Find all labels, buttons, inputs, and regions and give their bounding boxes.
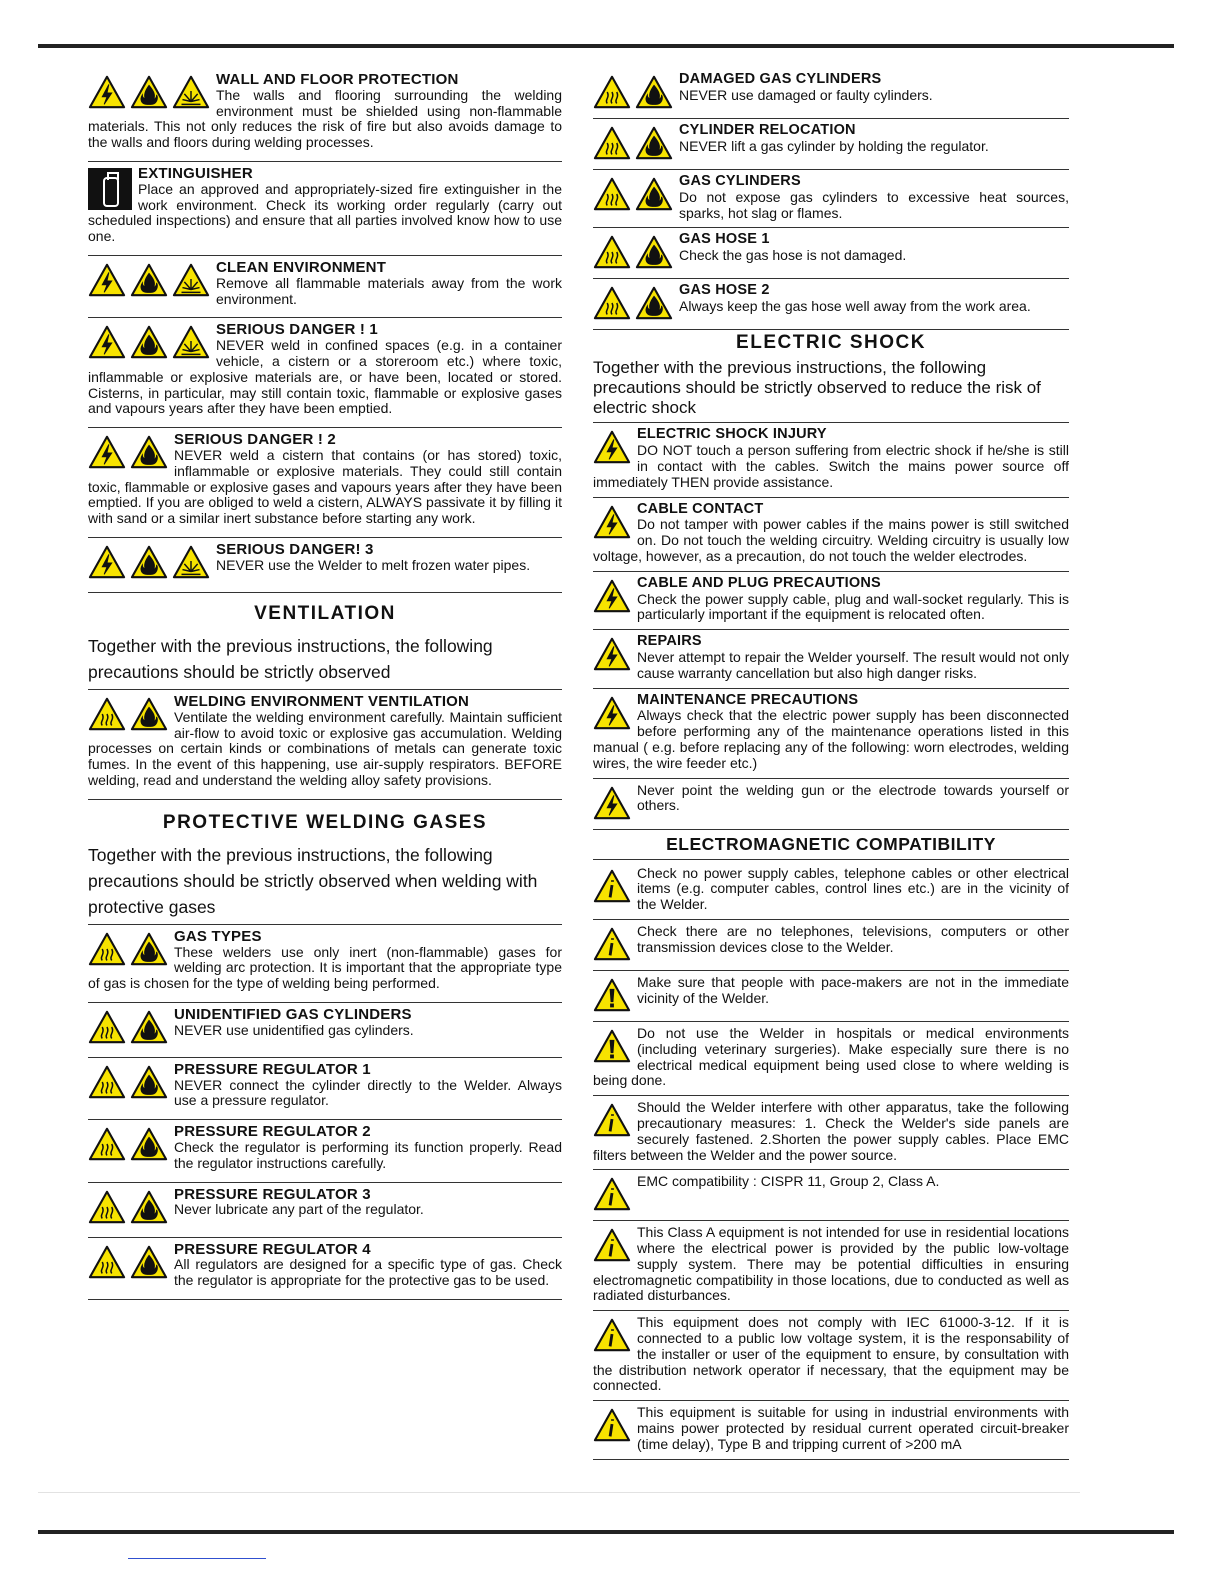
- warning-icons: [593, 695, 631, 731]
- safety-block-text: Do not tamper with power cables if the mains power is still switched on. Do not touch the welding circuitry. Welding circuitry is usually low voltage, however, as a precaution, do not touch the welder electrodes.: [593, 516, 1069, 564]
- warning-icons: [593, 74, 673, 110]
- safety-block-text: Always check that the electric power supply has been disconnected before performing any of the maintenance operations listed in this manual ( e.g. before replacing any of the following: worn electrodes, welding wires, the wire feeder etc.): [593, 707, 1069, 771]
- safety-block-text: Check no power supply cables, telephone cables or other electrical items (e.g. computer cables, control lines etc.) are in the vicinity of the Welder.: [637, 864, 1069, 913]
- safety-block-text: Never attempt to repair the Welder yourself. The result would not only cause warranty cancellation but also high danger risks.: [637, 648, 1069, 681]
- fire-warning-icon: [130, 544, 168, 580]
- safety-block: [88, 1238, 562, 1300]
- warning-icons: [593, 1102, 631, 1138]
- safety-block-title: PRESSURE REGULATOR 1: [174, 1060, 371, 1078]
- warning-icons: [88, 324, 210, 360]
- safety-block-text: DO NOT touch a person suffering from electric shock if he/she is still in contact with the cables. Switch the mains power source off immediately THEN provide assistance.: [593, 442, 1069, 490]
- safety-block-text: This Class A equipment is not intended for use in residential locations where the electrical power is provided by the public low-voltage supply system. There may be potential difficulties in ensuring electromagnetic compatibility in those locations, due to conducted as well as radiated disturbances.: [593, 1224, 1069, 1304]
- warning-icons: [593, 176, 673, 212]
- safety-block-title: CABLE CONTACT: [637, 500, 764, 517]
- safety-block: [593, 68, 1069, 119]
- safety-block-title: PRESSURE REGULATOR 4: [174, 1240, 371, 1258]
- safety-block-text: NEVER connect the cylinder directly to the Welder. Always use a pressure regulator.: [174, 1076, 562, 1109]
- warning-icons: [593, 977, 631, 1013]
- warning-icons: [88, 1244, 168, 1280]
- heat-warning-icon: [593, 285, 631, 321]
- warning-icons: [593, 1227, 631, 1263]
- heat-warning-icon: [88, 1244, 126, 1280]
- safety-block: [593, 1311, 1069, 1401]
- fire-extinguisher-icon: [88, 168, 132, 210]
- warning-icons: [88, 1189, 168, 1225]
- safety-block-title: PRESSURE REGULATOR 2: [174, 1123, 371, 1141]
- electric-warning-icon: [88, 324, 126, 360]
- safety-block: [88, 1183, 562, 1238]
- warning-icons: [593, 926, 631, 962]
- fire-warning-icon: [635, 285, 673, 321]
- heat-warning-icon: [88, 1009, 126, 1045]
- safety-block-text: Never point the welding gun or the electrode towards yourself or others.: [637, 781, 1069, 814]
- safety-block: [593, 572, 1069, 630]
- safety-block-text: Remove all flammable materials away from the work environment.: [216, 274, 562, 307]
- safety-block-title: MAINTENANCE PRECAUTIONS: [637, 691, 859, 708]
- safety-block: [593, 1096, 1069, 1170]
- safety-block: [88, 1120, 562, 1182]
- safety-block-text: Make sure that people with pace-makers are not in the immediate vicinity of the Welder.: [637, 973, 1069, 1006]
- safety-block: [593, 779, 1069, 830]
- info-warning-icon: [593, 1176, 631, 1212]
- safety-block: [88, 690, 562, 800]
- warning-icons: [593, 1176, 631, 1212]
- safety-block-text: Check the regulator is performing its function properly. Read the regulator instructions carefully.: [174, 1139, 562, 1171]
- warning-icons: [88, 1126, 168, 1162]
- safety-block: [593, 228, 1069, 279]
- warning-icons: [88, 262, 210, 298]
- safety-block-title: GAS HOSE 2: [679, 282, 770, 299]
- safety-block: [88, 256, 562, 318]
- fire-warning-icon: [130, 1244, 168, 1280]
- fire-warning-icon: [130, 434, 168, 470]
- electric-warning-icon: [593, 636, 631, 672]
- fire-warning-icon: [130, 696, 168, 732]
- safety-block: [88, 318, 562, 428]
- safety-block: [593, 862, 1069, 920]
- heat-warning-icon: [593, 74, 631, 110]
- safety-block-text: NEVER use damaged or faulty cylinders.: [679, 86, 933, 103]
- warning-icons: [593, 125, 673, 161]
- heat-warning-icon: [88, 1064, 126, 1100]
- footer-hairline: [38, 1492, 1080, 1493]
- safety-block-title: EXTINGUISHER: [138, 164, 253, 182]
- electric-warning-icon: [88, 262, 126, 298]
- warning-icons: [88, 168, 132, 210]
- safety-block: [88, 428, 562, 538]
- gases-intro: Together with the previous instructions, the following precautions should be strictly observed when welding with protective gases: [88, 842, 562, 925]
- warning-icons: [88, 1009, 168, 1045]
- warning-icons: [593, 234, 673, 270]
- electric-warning-icon: [593, 695, 631, 731]
- safety-block: [88, 925, 562, 1003]
- safety-block-text: NEVER lift a gas cylinder by holding the regulator.: [679, 137, 989, 154]
- info-warning-icon: [593, 1102, 631, 1138]
- heat-warning-icon: [88, 1189, 126, 1225]
- fire-warning-icon: [635, 234, 673, 270]
- safety-block-text: Check the gas hose is not damaged.: [679, 247, 907, 264]
- info-warning-icon: [593, 1227, 631, 1263]
- safety-block: [88, 162, 562, 256]
- spark-warning-icon: [172, 544, 210, 580]
- ventilation-heading: VENTILATION: [254, 602, 396, 624]
- safety-block-title: SERIOUS DANGER ! 2: [174, 431, 336, 449]
- safety-block-title: SERIOUS DANGER ! 1: [216, 321, 378, 339]
- heat-warning-icon: [593, 125, 631, 161]
- safety-block-title: CLEAN ENVIRONMENT: [216, 258, 387, 276]
- warning-icons: [88, 74, 210, 110]
- emc-heading: ELECTROMAGNETIC COMPATIBILITY: [593, 834, 1069, 860]
- exclamation-warning-icon: [593, 1028, 631, 1064]
- safety-block-text: All regulators are designed for a specific type of gas. Check the regulator is appropriate for the protective gas to be used.: [174, 1256, 562, 1289]
- fire-warning-icon: [130, 262, 168, 298]
- electric-intro: Together with the previous instructions, the following precautions should be strictly observed to reduce the risk of electric shock: [593, 358, 1069, 423]
- bottom-rule: [38, 1530, 1174, 1534]
- safety-block-text: Never lubricate any part of the regulator.: [174, 1201, 424, 1218]
- electric-warning-icon: [593, 785, 631, 821]
- spark-warning-icon: [172, 324, 210, 360]
- electric-warning-icon: [593, 429, 631, 465]
- ventilation-intro: Together with the previous instructions, the following precautions should be strictly observed: [88, 633, 562, 690]
- safety-block: [593, 423, 1069, 497]
- heat-warning-icon: [88, 1126, 126, 1162]
- fire-warning-icon: [635, 125, 673, 161]
- safety-block: [593, 630, 1069, 688]
- warning-icons: [593, 636, 631, 672]
- safety-block-title: CYLINDER RELOCATION: [679, 122, 856, 138]
- safety-block-text: NEVER use the Welder to melt frozen water pipes.: [216, 556, 531, 573]
- warning-icons: [88, 931, 168, 967]
- spark-warning-icon: [172, 262, 210, 298]
- safety-block-text: Always keep the gas hose well away from the work area.: [679, 298, 1031, 315]
- warning-icons: [593, 285, 673, 321]
- safety-block: [88, 1058, 562, 1120]
- safety-block-text: This equipment is suitable for using in industrial environments with mains power protected by residual current operated circuit-breaker (time delay), Type B and tripping current of >200 mA: [637, 1404, 1069, 1452]
- exclamation-warning-icon: [593, 977, 631, 1013]
- warning-icons: [88, 544, 210, 580]
- gases-heading: PROTECTIVE WELDING GASES: [162, 811, 488, 833]
- warning-icons: [88, 696, 168, 732]
- info-warning-icon: [593, 1407, 631, 1443]
- safety-block-title: SERIOUS DANGER! 3: [216, 540, 374, 558]
- safety-block-text: NEVER use unidentified gas cylinders.: [174, 1021, 414, 1038]
- spark-warning-icon: [172, 74, 210, 110]
- safety-block-title: GAS TYPES: [174, 927, 262, 945]
- safety-block-text: These welders use only inert (non-flammable) gases for welding arc protection. It is important that the appropriate type of gas is chosen for the type of welding being performed.: [88, 943, 562, 992]
- fire-warning-icon: [130, 324, 168, 360]
- fire-warning-icon: [130, 1064, 168, 1100]
- warning-icons: [593, 1317, 631, 1353]
- safety-block-title: GAS CYLINDERS: [679, 173, 801, 189]
- fire-warning-icon: [130, 1009, 168, 1045]
- heat-warning-icon: [593, 176, 631, 212]
- safety-block: [88, 1003, 562, 1058]
- safety-block: [593, 170, 1069, 228]
- safety-block-text: NEVER weld a cistern that contains (or has stored) toxic, inflammable or explosive materials. They could still contain toxic, flammable or explosive gases and vapours years after they have been emptied. If you are obliged to weld a cistern, ALWAYS passivate it by filling it with sand or a similar inert substance before starting any work.: [88, 446, 562, 527]
- safety-block-title: WELDING ENVIRONMENT VENTILATION: [174, 692, 470, 710]
- fire-warning-icon: [130, 931, 168, 967]
- footer-link-underline: [128, 1558, 266, 1559]
- fire-warning-icon: [635, 74, 673, 110]
- safety-block: [593, 971, 1069, 1022]
- safety-block: [593, 1022, 1069, 1096]
- safety-block: [593, 1221, 1069, 1311]
- safety-block-title: UNIDENTIFIED GAS CYLINDERS: [174, 1005, 412, 1023]
- fire-warning-icon: [130, 74, 168, 110]
- electric-warning-icon: [593, 578, 631, 614]
- safety-block: [593, 1401, 1069, 1459]
- safety-block: [593, 279, 1069, 330]
- safety-block-text: Check the power supply cable, plug and wall-socket regularly. This is particularly important if the equipment is relocated often.: [637, 590, 1069, 623]
- left-column: [88, 68, 562, 1300]
- safety-block-title: DAMAGED GAS CYLINDERS: [679, 71, 882, 87]
- electric-heading: ELECTRIC SHOCK: [736, 332, 926, 354]
- top-rule: [38, 44, 1174, 48]
- warning-icons: [593, 785, 631, 821]
- safety-block: [593, 689, 1069, 779]
- electric-warning-icon: [88, 544, 126, 580]
- right-column: [593, 68, 1069, 1460]
- warning-icons: [593, 504, 631, 540]
- safety-block-text: This equipment does not comply with IEC 61000-3-12. If it is connected to a public low voltage system, it is the responsability of the installer or user of the equipment to ensure, by consultation with the distribution network operator if necessary, that the equipment may be connected.: [593, 1314, 1069, 1394]
- safety-block: [593, 498, 1069, 572]
- warning-icons: [593, 429, 631, 465]
- warning-icons: [593, 1028, 631, 1064]
- info-warning-icon: [593, 926, 631, 962]
- heat-warning-icon: [88, 931, 126, 967]
- warning-icons: [593, 578, 631, 614]
- safety-block: [88, 538, 562, 593]
- safety-block-text: Do not expose gas cylinders to excessive heat sources, sparks, hot slag or flames.: [679, 188, 1069, 221]
- electric-warning-icon: [88, 434, 126, 470]
- fire-warning-icon: [635, 176, 673, 212]
- safety-block-text: Should the Welder interfere with other apparatus, take the following precautionary measures: 1. Check the Welder's side panels are securely fastened. 2.Shorten the power supply cables. Place EMC filters between the Welder and the power source.: [593, 1099, 1069, 1163]
- safety-block-text: Do not use the Welder in hospitals or medical environments (including veterinary surgeries). Make especially sure there is no electrical medical equipment being used close to where welding is being done.: [593, 1024, 1069, 1089]
- warning-icons: [88, 1064, 168, 1100]
- safety-block-title: GAS HOSE 1: [679, 231, 770, 248]
- warning-icons: [593, 1407, 631, 1443]
- safety-block-text: Place an approved and appropriately-sized fire extinguisher in the work environment. Check its working order regularly (carry out scheduled inspections) and ensure that all parties involved know how to use one.: [88, 180, 562, 245]
- heat-warning-icon: [593, 234, 631, 270]
- info-warning-icon: [593, 1317, 631, 1353]
- safety-block: [593, 119, 1069, 170]
- electric-warning-icon: [593, 504, 631, 540]
- safety-block-title: ELECTRIC SHOCK INJURY: [637, 426, 827, 443]
- safety-block: [593, 1170, 1069, 1221]
- safety-block-title: REPAIRS: [637, 633, 702, 650]
- fire-warning-icon: [130, 1189, 168, 1225]
- safety-block-text: Ventilate the welding environment carefully. Maintain sufficient air-flow to avoid toxic or explosive gas accumulation. Welding processes on certain kinds or combinations of metals can generate toxic fumes. In the event of this happening, use air-supply respirators. BEFORE welding, read and understand the welding alloy safety provisions.: [88, 708, 562, 788]
- safety-block-title: WALL AND FLOOR PROTECTION: [216, 71, 459, 88]
- electric-warning-icon: [88, 74, 126, 110]
- safety-block-text: EMC compatibility : CISPR 11, Group 2, Class A.: [637, 1173, 940, 1190]
- warning-icons: [88, 434, 168, 470]
- safety-block-text: NEVER weld in confined spaces (e.g. in a container vehicle, a cistern or a storeroom etc.) where toxic, inflammable or explosive materials are, or have been, located or stored. Cisterns, in particular, may still contain toxic, flammable or explosive gases and vapours years after they have been emptied.: [88, 337, 562, 417]
- safety-block-title: CABLE AND PLUG PRECAUTIONS: [637, 574, 881, 591]
- safety-block-text: Check there are no telephones, televisions, computers or other transmission devices close to the Welder.: [637, 922, 1069, 955]
- safety-block: [593, 920, 1069, 971]
- safety-block-text: The walls and flooring surrounding the welding environment must be shielded using non-flammable materials. This not only reduces the risk of fire but also avoids damage to the walls and floors during welding processes.: [88, 86, 562, 151]
- info-warning-icon: [593, 868, 631, 904]
- heat-warning-icon: [88, 696, 126, 732]
- safety-block: [88, 68, 562, 162]
- fire-warning-icon: [130, 1126, 168, 1162]
- safety-block-title: PRESSURE REGULATOR 3: [174, 1185, 371, 1203]
- warning-icons: [593, 868, 631, 904]
